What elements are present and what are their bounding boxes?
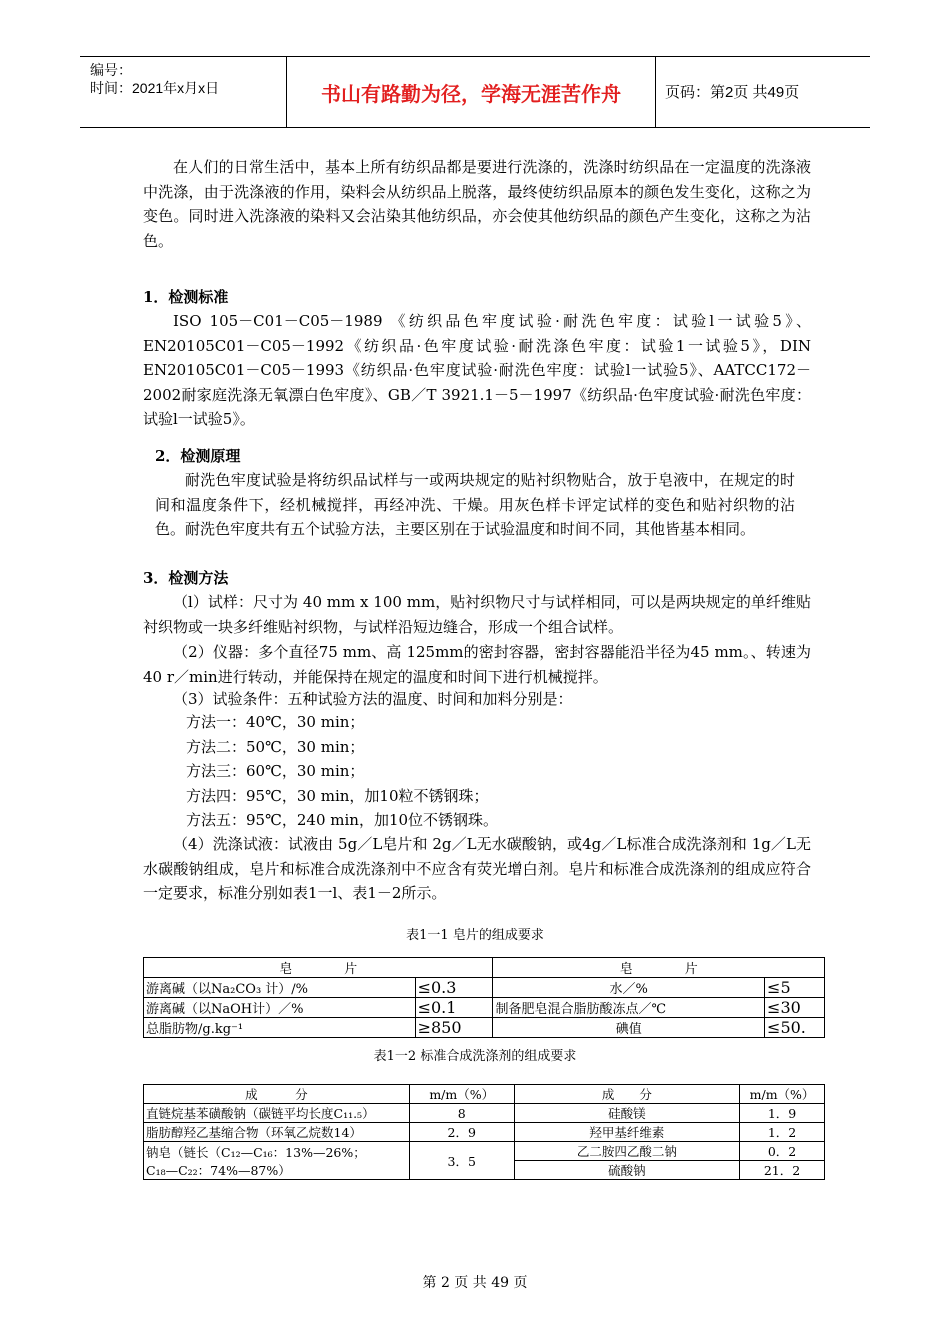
section2-title: 2．检测原理 <box>155 447 241 465</box>
table-cell: 2．9 <box>409 1123 514 1142</box>
table1-header-left: 皂 片 <box>144 958 493 978</box>
method-item: 方法五：95℃，240 min，加10位不锈钢珠。 <box>186 811 499 829</box>
table2-header: m/m（%） <box>740 1085 825 1104</box>
table-cell: 8 <box>409 1104 514 1123</box>
page-header <box>80 56 870 128</box>
table-cell: ≤0.3 <box>415 978 493 998</box>
section1-body: ISO 105－C01－C05－1989 《纺织品色牢度试验·耐洗色牢度：试验l一试验5》、EN20105C01－C05－1992《纺织品·色牢度试验·耐洗涤色牢度：试验1一试验5》，DIN EN20105C01－C05－1993《纺织品·色牢度试验·耐洗色牢度：试验l一试验5》、AATCC172－2002耐家庭洗涤无氧漂白色牢度》、GB／T 3921.1－5－1997《纺织品·色牢度试验·耐洗色牢度：试验l一试验5》。 <box>143 312 811 428</box>
table-cell: 总脂肪物/g.kg⁻¹ <box>144 1018 416 1038</box>
section3-p1: （l）试样：尺寸为 40 mm x 100 mm，贴衬织物尺寸与试样相同，可以是两块规定的单纤维贴衬织物或一块多纤维贴衬织物，与试样沿短边缝合，形成一个组合试样。 <box>143 593 811 636</box>
header-meta <box>90 61 219 97</box>
method-item: 方法二：50℃，30 min； <box>186 737 365 756</box>
table-cell: 水／% <box>493 978 765 998</box>
page-footer: 第 2 页 共 49 页 <box>422 1275 528 1291</box>
table-row <box>144 1123 825 1142</box>
table-row <box>144 1085 825 1104</box>
table-cell: 硅酸镁 <box>514 1104 739 1123</box>
intro-paragraph: 在人们的日常生活中，基本上所有纺织品都是要进行洗涤的，洗涤时纺织品在一定温度的洗涤液中洗涤，由于洗涤液的作用，染料会从纺织品上脱落，最终使纺织品原本的颜色发生变化，这称之为变色。同时进入洗涤液的染料又会沾染其他纺织品，亦会使其他纺织品的颜色产生变化，这称之为沾色。 <box>143 158 811 250</box>
table2-header: 成 分 <box>514 1085 739 1104</box>
time-label: 时间：2021年x月x日 <box>90 80 220 96</box>
table2-header: 成 分 <box>144 1085 410 1104</box>
table-cell <box>144 1142 410 1180</box>
table-cell: ≤50. <box>765 1018 825 1038</box>
table-row <box>144 978 825 998</box>
table-cell: 制备肥皂混合脂肪酸冻点／℃ <box>493 998 765 1018</box>
table-cell: 直链烷基苯磺酸钠（碳链平均长度C₁₁.₅） <box>144 1104 410 1123</box>
table-cell: ≤30 <box>765 998 825 1018</box>
table-cell: ≤0.1 <box>415 998 493 1018</box>
table-cell: 游离碱（以NaOH计）／% <box>144 998 416 1018</box>
section3-title: 3．检测方法 <box>143 569 229 587</box>
table-cell: 碘值 <box>493 1018 765 1038</box>
section1-title: 1．检测标准 <box>143 288 229 306</box>
table1 <box>143 957 825 1038</box>
table2 <box>143 1084 825 1180</box>
table-cell: ≥850 <box>415 1018 493 1038</box>
table-row <box>144 1104 825 1123</box>
table-row <box>144 958 825 978</box>
table2-header: m/m（%） <box>409 1085 514 1104</box>
section3-p4: （4）洗涤试液：试液由 5g／L皂片和 2g／L无水碳酸钠，或4g／L标准合成洗涤剂和 1g／L无水碳酸钠组成，皂片和标准合成洗涤剂中不应含有荧光增白剂。皂片和标准合成洗涤剂的组成应符合一定要求，标准分别如表1一l、表1－2所示。 <box>143 835 811 902</box>
section3-p3: （3）试验条件：五种试验方法的温度、时间和加料分别是： <box>173 690 573 708</box>
method-item: 方法三：60℃，30 min； <box>186 762 365 780</box>
method-list <box>186 710 854 833</box>
section2-body: 耐洗色牢度试验是将纺织品试样与一或两块规定的贴衬织物贴合，放于皂液中，在规定的时间和温度条件下，经机械搅拌，再经冲洗、干燥。用灰色样卡评定试样的变色和贴衬织物的沾色。耐洗色牢度共有五个试验方法，主要区别在于试验温度和时间不同，其他皆基本相同。 <box>155 471 795 538</box>
table-cell: 游离碱（以Na₂CO₃ 计）/% <box>144 978 416 998</box>
merged-line: 钠皂（链长（C₁₂—C₁₆：13%—26%； <box>146 1144 366 1160</box>
table-cell: 羟甲基纤维素 <box>514 1123 739 1142</box>
table-cell: 硫酸钠 <box>514 1161 739 1180</box>
table-cell: ≤5 <box>765 978 825 998</box>
table1-header-right: 皂 片 <box>493 958 825 978</box>
table-row <box>144 1142 825 1161</box>
header-page-info: 页码：第2页 共49页 <box>665 84 800 101</box>
method-item: 方法一：40℃，30 min； <box>186 713 365 731</box>
table2-caption: 表1一2 标准合成洗涤剂的组成要求 <box>373 1049 577 1064</box>
merged-line: C₁₈—C₂₂：74%—87%） <box>146 1162 291 1178</box>
table-cell: 1．2 <box>740 1123 825 1142</box>
table-cell: 脂肪醇羟乙基缩合物（环氧乙烷数14） <box>144 1123 410 1142</box>
table-row <box>144 1018 825 1038</box>
table-cell: 3．5 <box>409 1142 514 1180</box>
table-cell: 0．2 <box>740 1142 825 1161</box>
table-cell: 21．2 <box>740 1161 825 1180</box>
number-label: 编号： <box>90 62 132 78</box>
section3-p2: （2）仪器：多个直径75 mm、高 125mm的密封容器，密封容器能沿半径为45 mm。、转速为 40 r／min进行转动，并能保持在规定的温度和时间下进行机械搅拌。 <box>143 643 811 686</box>
table1-caption: 表1一1 皂片的组成要求 <box>406 928 544 943</box>
table-cell: 1．9 <box>740 1104 825 1123</box>
header-motto: 书山有路勤为径，学海无涯苦作舟 <box>286 57 656 127</box>
method-item: 方法四：95℃，30 min，加10粒不锈钢珠； <box>186 786 489 805</box>
table-row <box>144 998 825 1018</box>
table-cell: 乙二胺四乙酸二钠 <box>514 1142 739 1161</box>
